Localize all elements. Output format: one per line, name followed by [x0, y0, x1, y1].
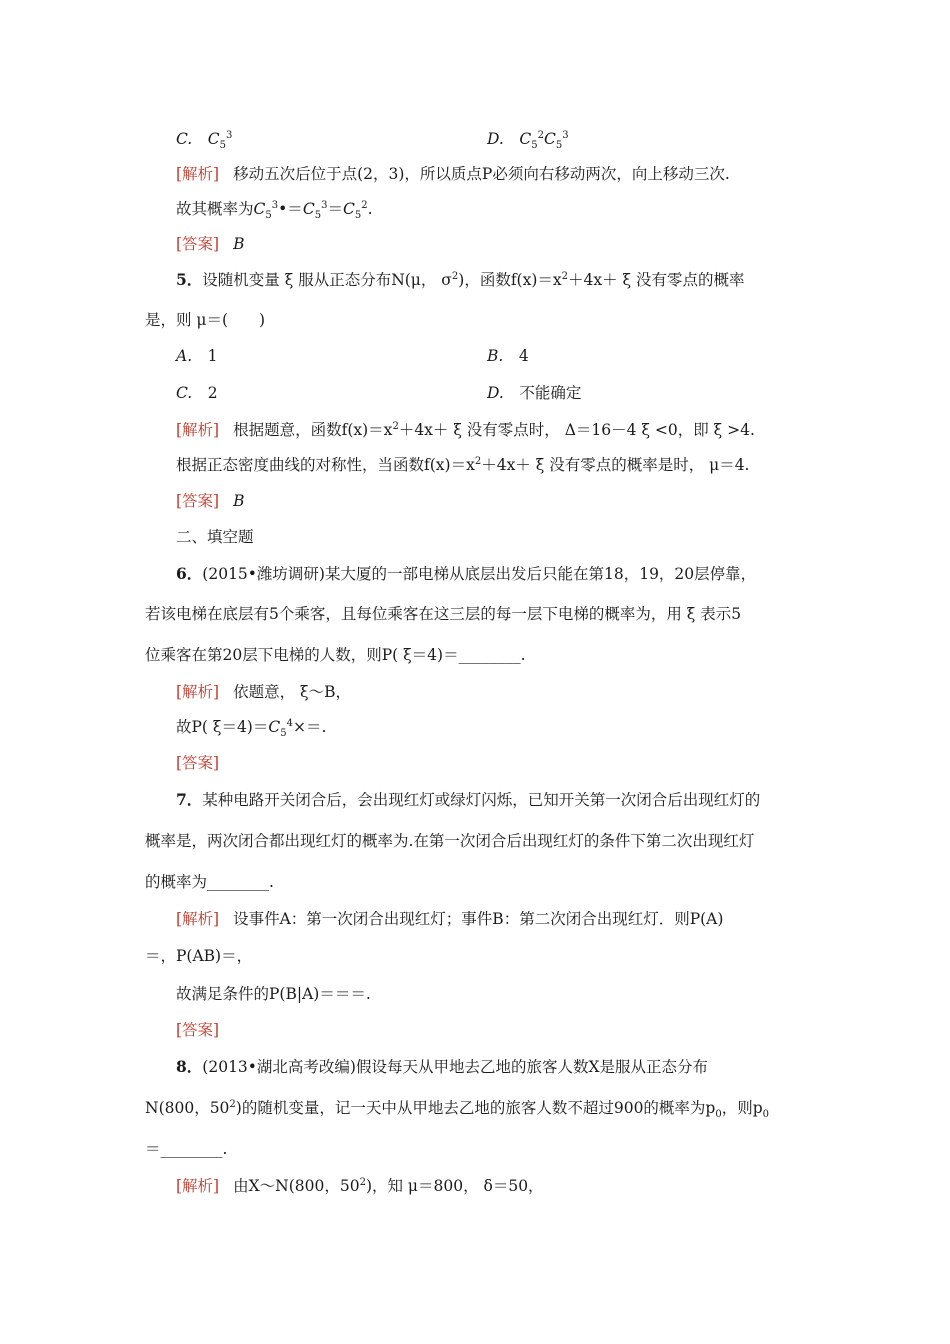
- answer-tag: [答案]: [176, 1021, 220, 1039]
- q6-text-line3: 位乘客在第20层下电梯的人数，则P( ξ＝4)＝________.: [145, 646, 526, 664]
- q6-text-line2: 若该电梯在底层有5个乘客，且每位乘客在这三层的每一层下电梯的概率为，用 ξ 表示5: [145, 605, 742, 623]
- q4-analysis: [解析] 移动五次后位于点(2，3)，所以质点P必须向右移动两次，向上移动三次.: [176, 165, 730, 183]
- q7-analysis-line2: ＝，P(AB)＝，: [145, 947, 253, 965]
- q7-text-line2: 概率是，两次闭合都出现红灯的概率为.在第一次闭合后出现红灯的条件下第二次出现红灯: [145, 832, 755, 850]
- q8-analysis: [解析] 由X～N(800，$50^2$)，知 μ＝800， δ＝50，: [176, 1176, 544, 1195]
- answer-tag: [答案]: [176, 492, 220, 510]
- q5-option-a: A. 1: [176, 347, 218, 365]
- q6-text-line1: 6．(2015•潍坊调研)某大厦的一部电梯从底层出发后只能在第18，19，20层停靠，: [176, 564, 757, 583]
- q5-text-line1: 5．设随机变量 ξ 服从正态分布N(μ， $\sigma^2$)，函数$f(x)=x^2+4x+ \xi$ 没有零点的概率: [176, 270, 745, 289]
- q5-analysis-line2: 根据正态密度曲线的对称性，当函数$f(x)=x^2+4x+ \xi$ 没有零点的概率是时， μ＝4.: [176, 455, 750, 474]
- q7-text-line1: 7．某种电路开关闭合后，会出现红灯或绿灯闪烁，已知开关第一次闭合后出现红灯的: [176, 790, 761, 809]
- answer-tag: [答案]: [176, 235, 220, 253]
- q6-analysis-line2: 故P( $\xi=4)=C_5^4\times=$.: [176, 717, 327, 740]
- q5-answer: [答案] B: [176, 492, 245, 510]
- q5-option-c: C. 2: [176, 384, 218, 402]
- answer-tag: [答案]: [176, 754, 220, 772]
- q5-analysis: [解析] 根据题意，函数$f(x)=x^2+4x+ \xi$ 没有零点时， Δ＝16－4 ξ <0，即 ξ >4.: [176, 420, 755, 439]
- q5-option-b: B. 4: [487, 347, 529, 365]
- analysis-tag: [解析]: [176, 910, 220, 928]
- q4-option-d: D. $C_5^2C_5^3$: [487, 129, 569, 152]
- analysis-tag: [解析]: [176, 1177, 220, 1195]
- q4-analysis-line2: 故其概率为$C_5^3•=C_5^3=C_5^2$.: [176, 199, 373, 222]
- q5-options-ab: [0, 344, 950, 368]
- section-heading: 二、填空题: [176, 528, 254, 546]
- q4-option-c: C. $C_5^3$: [176, 129, 233, 152]
- q8-text-line1: 8．(2013•湖北高考改编)假设每天从甲地去乙地的旅客人数X是服从正态分布: [176, 1057, 709, 1076]
- analysis-tag: [解析]: [176, 683, 220, 701]
- q8-text-line3: ＝________.: [145, 1140, 228, 1158]
- analysis-tag: [解析]: [176, 165, 220, 183]
- q5-options-cd: [0, 381, 950, 405]
- q7-answer: [0, 1018, 950, 1042]
- q7-text-line3: 的概率为________.: [145, 873, 274, 891]
- q7-analysis: [解析] 设事件A：第一次闭合出现红灯；事件B：第二次闭合出现红灯．则P(A): [176, 910, 724, 928]
- q6-analysis: [解析] 依题意， ξ～B，: [176, 683, 351, 701]
- q4-options-cd: [0, 127, 950, 151]
- q4-answer: [答案] B: [176, 235, 245, 253]
- q5-text-line2: 是，则 μ＝( ): [145, 311, 266, 329]
- q8-text-line2: N(800，$50^2$)的随机变量，记一天中从甲地去乙地的旅客人数不超过900的概率为$p_0$，则$p_0$: [145, 1098, 770, 1121]
- q6-answer: [0, 751, 950, 775]
- q5-option-d: D. 不能确定: [487, 384, 582, 402]
- analysis-tag: [解析]: [176, 421, 220, 439]
- q7-analysis-line3: 故满足条件的P(B|A)＝＝＝.: [176, 985, 371, 1003]
